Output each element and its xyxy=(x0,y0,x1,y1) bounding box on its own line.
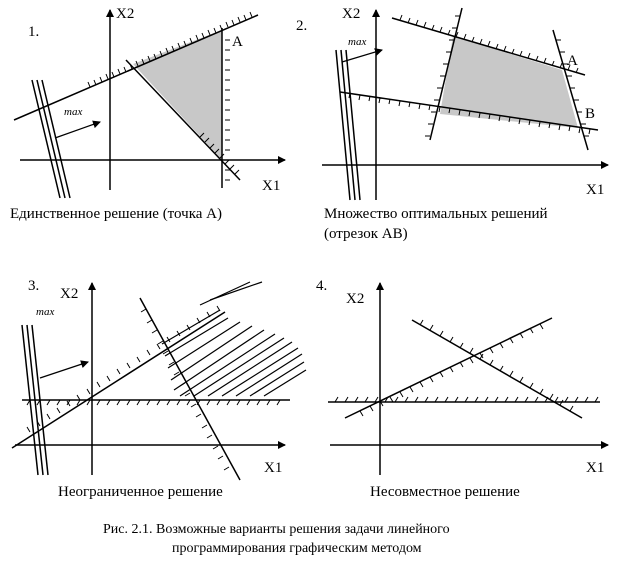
panel-2-axis-x-label: X1 xyxy=(586,182,605,198)
panel-1-point-a: A xyxy=(232,34,243,50)
panel-1-caption: Единственное решение (точка А) xyxy=(10,206,222,222)
panel-3-caption: Неограниченное решение xyxy=(58,484,223,500)
panel-2-feasible-region xyxy=(440,36,578,128)
figure-caption-line-1: Рис. 2.1. Возможные варианты решения задачи линейного xyxy=(103,522,450,537)
panel-4 xyxy=(316,278,608,500)
panel-4-constraint-rising xyxy=(345,318,552,418)
panel-3-max-arrow xyxy=(40,362,88,378)
figure-caption-line-2: программирования графическим методом xyxy=(172,541,422,556)
panel-2-number: 2. xyxy=(296,18,308,34)
panel-3-constraint-rising xyxy=(12,312,225,448)
panel-2-point-a: A xyxy=(567,53,578,69)
panel-3-number: 3. xyxy=(28,278,40,294)
panel-1-max-label: max xyxy=(64,106,83,118)
panel-4-axis-y-label: X2 xyxy=(346,291,365,307)
panel-2-caption-line-2: (отрезок AB) xyxy=(324,226,408,242)
panel-3 xyxy=(12,278,306,500)
panel-1-max-arrow xyxy=(55,122,100,138)
panel-2-caption-line-1: Множество оптимальных решений xyxy=(324,206,548,222)
panel-4-axis-x-label: X1 xyxy=(586,460,605,476)
panel-1 xyxy=(10,6,285,222)
panel-1-axis-x-label: X1 xyxy=(262,178,281,194)
panel-2-max-label: max xyxy=(348,36,367,48)
panel-1-objective-line-2 xyxy=(37,80,65,198)
panel-2-axis-y-label: X2 xyxy=(342,6,361,22)
panel-3-max-label: max xyxy=(36,306,55,318)
panel-1-number: 1. xyxy=(28,24,40,40)
panel-4-constraint-falling xyxy=(412,320,582,418)
panel-2 xyxy=(296,6,608,242)
panel-4-caption: Несовместное решение xyxy=(370,484,520,500)
panel-1-axis-y-label: X2 xyxy=(116,6,135,22)
panel-3-axis-y-label: X2 xyxy=(60,286,79,302)
panel-4-number: 4. xyxy=(316,278,328,294)
panel-2-point-b: B xyxy=(585,106,596,122)
panel-3-constraint-falling xyxy=(140,298,240,480)
panel-3-axis-x-label: X1 xyxy=(264,460,283,476)
